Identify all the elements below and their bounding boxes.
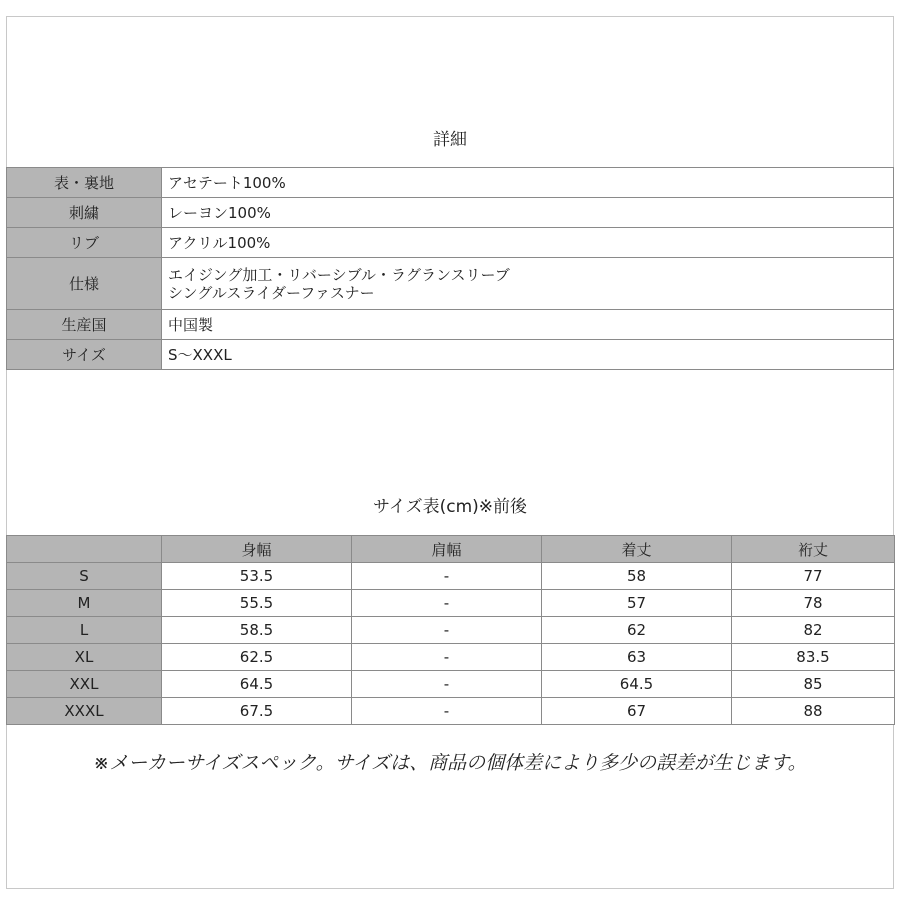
details-value: レーヨン100% xyxy=(162,198,894,228)
table-cell: 57 xyxy=(542,590,732,617)
table-cell: 67.5 xyxy=(162,698,352,725)
table-cell: - xyxy=(352,563,542,590)
details-row xyxy=(7,168,894,198)
details-row xyxy=(7,310,894,340)
details-value-line1: エイジング加工・リバーシブル・ラグランスリーブ xyxy=(168,265,510,284)
table-cell: 78 xyxy=(732,590,895,617)
table-cell: 64.5 xyxy=(542,671,732,698)
header-cell: 裄丈 xyxy=(732,536,895,563)
details-value: 中国製 xyxy=(162,310,894,340)
details-value: アクリル100% xyxy=(162,228,894,258)
table-row xyxy=(7,644,895,671)
table-cell: 83.5 xyxy=(732,644,895,671)
table-cell: - xyxy=(352,590,542,617)
details-table xyxy=(6,167,894,370)
table-cell: 82 xyxy=(732,617,895,644)
table-cell: 62.5 xyxy=(162,644,352,671)
size-label: XXXL xyxy=(7,698,162,725)
details-value-line2: シングルスライダーファスナー xyxy=(168,283,375,302)
details-label: 刺繍 xyxy=(7,198,162,228)
header-cell-blank xyxy=(7,536,162,563)
header-cell: 身幅 xyxy=(162,536,352,563)
table-cell: 58 xyxy=(542,563,732,590)
table-cell: 55.5 xyxy=(162,590,352,617)
details-label: リブ xyxy=(7,228,162,258)
table-cell: 53.5 xyxy=(162,563,352,590)
table-cell: 64.5 xyxy=(162,671,352,698)
table-row xyxy=(7,617,895,644)
table-cell: 77 xyxy=(732,563,895,590)
details-value: アセテート100% xyxy=(162,168,894,198)
table-cell: 63 xyxy=(542,644,732,671)
details-row xyxy=(7,258,894,310)
size-label: XL xyxy=(7,644,162,671)
table-cell: 88 xyxy=(732,698,895,725)
size-label: M xyxy=(7,590,162,617)
table-cell: - xyxy=(352,698,542,725)
size-label: XXL xyxy=(7,671,162,698)
size-label: L xyxy=(7,617,162,644)
table-row xyxy=(7,698,895,725)
table-cell: - xyxy=(352,644,542,671)
header-cell: 着丈 xyxy=(542,536,732,563)
table-cell: 58.5 xyxy=(162,617,352,644)
header-cell: 肩幅 xyxy=(352,536,542,563)
size-disclaimer: ※メーカーサイズスペック。サイズは、商品の個体差により多少の誤差が生じます。 xyxy=(93,752,807,774)
size-table xyxy=(6,535,895,725)
table-row xyxy=(7,671,895,698)
table-cell: - xyxy=(352,617,542,644)
details-row xyxy=(7,228,894,258)
table-row xyxy=(7,563,895,590)
details-title: 詳細 xyxy=(433,130,467,150)
details-value xyxy=(162,258,894,310)
details-row xyxy=(7,340,894,370)
table-cell: 62 xyxy=(542,617,732,644)
table-cell: 85 xyxy=(732,671,895,698)
size-label: S xyxy=(7,563,162,590)
size-chart-title: サイズ表(cm)※前後 xyxy=(372,497,528,517)
details-label: 仕様 xyxy=(7,258,162,310)
details-row xyxy=(7,198,894,228)
details-label: 生産国 xyxy=(7,310,162,340)
size-table-header xyxy=(7,536,895,563)
table-cell: 67 xyxy=(542,698,732,725)
table-row xyxy=(7,590,895,617)
table-cell: - xyxy=(352,671,542,698)
details-value: S〜XXXL xyxy=(162,340,894,370)
details-label: サイズ xyxy=(7,340,162,370)
details-label: 表・裏地 xyxy=(7,168,162,198)
